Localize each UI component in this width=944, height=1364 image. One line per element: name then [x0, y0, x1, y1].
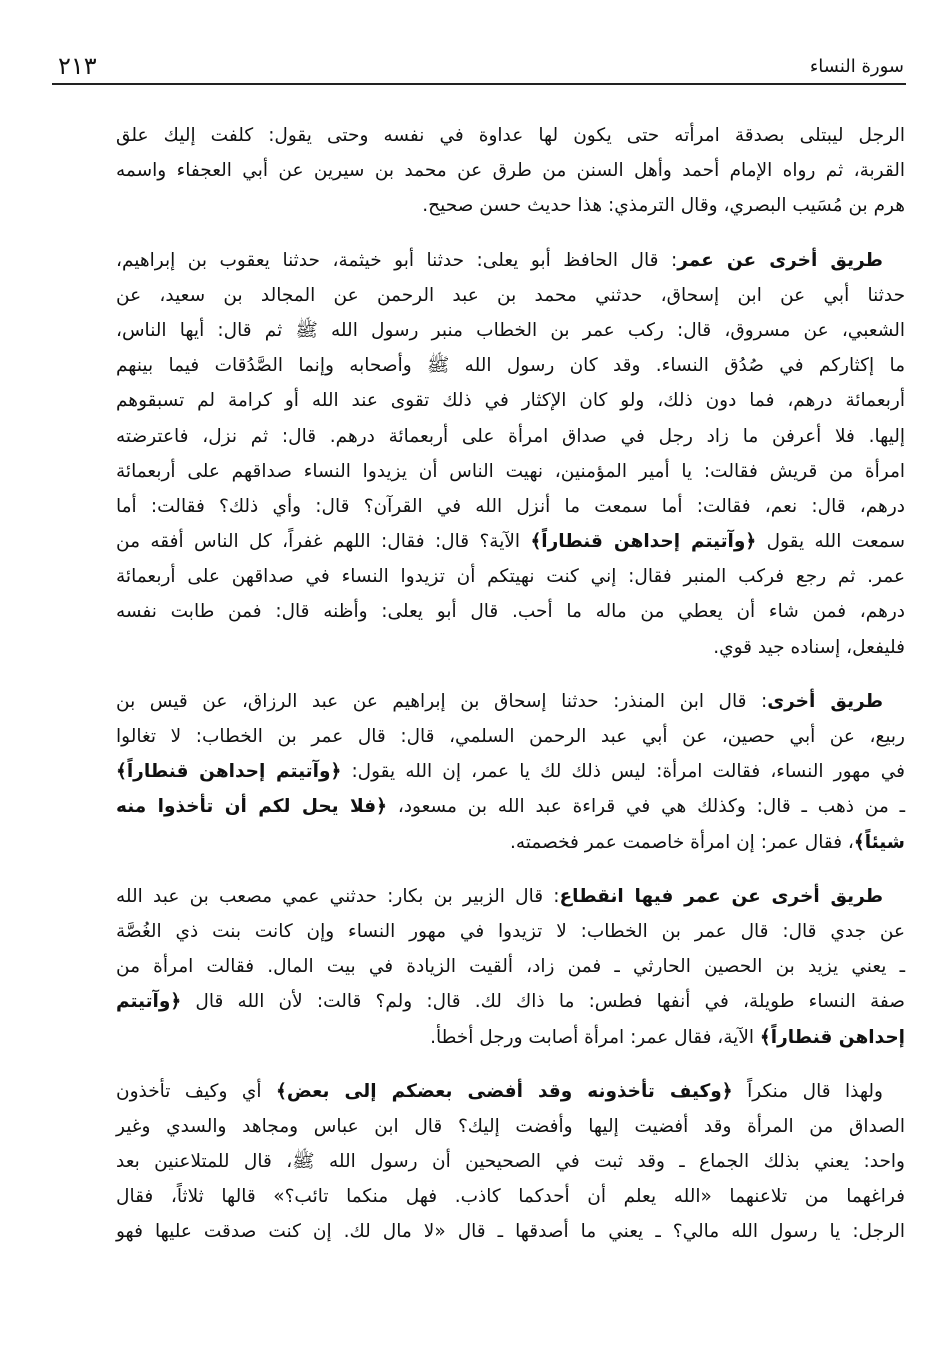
bold-text: ﴿وآتيتم: [116, 991, 182, 1013]
text-line: [116, 1020, 905, 1055]
text: حدثنا أبي عن ابن إسحاق، حدثني محمد بن عبد الرحمن عن المجالد بن سعيد، عن: [116, 284, 905, 306]
text-line: [116, 1144, 905, 1179]
text-line: [116, 278, 905, 313]
surah-title: سورة النساء: [809, 56, 904, 77]
text: : قال الحافظ أبو يعلى: حدثنا أبو خيثمة، حدثنا يعقوب بن إبراهيم،: [116, 249, 678, 271]
text: الشعبي، عن مسروق، قال: ركب عمر بن الخطاب منبر رسول الله ﷺ ثم قال: أيها الناس،: [116, 319, 905, 341]
text-line: [116, 684, 905, 719]
bold-text: ﴿فلا يحل لكم أن تأخذوا منه: [116, 796, 388, 818]
paragraph: [116, 118, 905, 224]
text-line: [116, 348, 905, 383]
text-line: [116, 1179, 905, 1214]
text: درهم، فمن شاء أن يعطي من ماله ما أحب. قال أبو يعلى: وأظنه قال: فمن طابت نفسه: [116, 601, 905, 623]
paragraph: [116, 879, 905, 1055]
text: الرجل ليبتلى بصدقة امرأته حتى يكون لها عداوة في نفسه وحتى يقول: كلفت إليك علق: [116, 125, 905, 146]
text: هرم بن مُسَيب البصري، وقال الترمذي: هذا حديث حسن صحيح.: [422, 195, 905, 217]
text: صفة النساء طويلة، في أنفها فطس: ما ذاك لك. قال: ولم؟ قالت: لأن الله قال: [181, 991, 905, 1013]
text: عن جدي قال: قال عمر بن الخطاب: لا تزيدوا في مهور النساء وإن كانت بنت ذي الغُصَّة: [116, 920, 905, 942]
text: الرجل: يا رسول الله مالي؟ ـ يعني ما أصدقها ـ قال «لا مال لك. إن كنت صدقت عليها فهو: [116, 1221, 905, 1243]
text: ، فقال عمر: إن امرأة خاصمت عمر فخصمته.: [510, 831, 854, 853]
paragraph: [116, 684, 905, 860]
text-line: [116, 454, 905, 489]
text-line: [116, 489, 905, 524]
text: سمعت الله يقول: [756, 531, 905, 553]
header-rule: [52, 83, 906, 85]
text-line: [116, 825, 905, 860]
text: واحد: يعني بذلك الجماع ـ وقد ثبت في الصحيحين أن رسول الله ﷺ، قال للمتلاعنين بعد: [116, 1151, 905, 1173]
paragraph: [116, 1074, 905, 1250]
text-line: [116, 879, 905, 914]
text-line: [116, 118, 905, 153]
text: ربيع، عن أبي حصين، عن أبي عبد الرحمن السلمي، قال: قال عمر بن الخطاب: لا تغالوا: [116, 726, 905, 747]
text: ولهذا قال منكراً: [732, 1080, 883, 1102]
page-number: ٢١٣: [58, 52, 97, 80]
running-header: [52, 52, 904, 84]
text: إليها. فلا أعرفن ما زاد رجل في صداق امرأة على أربعمائة درهم. قال: ثم نزل، فاعترضته: [116, 425, 905, 447]
text-line: [116, 914, 905, 949]
text-line: [116, 754, 905, 789]
text-line: [116, 1109, 905, 1144]
text-line: [116, 949, 905, 984]
text-line: [116, 789, 905, 824]
text: عمر. ثم رجع فركب المنبر فقال: إني كنت نهيتكم أن تزيدوا النساء في صداقهن على أربعمائة: [116, 566, 905, 588]
text-line: [116, 383, 905, 418]
text-line: [116, 243, 905, 278]
paragraph: [116, 243, 905, 665]
text-line: [116, 153, 905, 188]
bold-text: شيئاً﴾: [853, 831, 905, 853]
text: امرأة من قريش فقالت: يا أمير المؤمنين، نهيت الناس أن يزيدوا النساء صداقهم على أربعمائة: [116, 460, 905, 482]
text: ما إكثاركم في صُدُق النساء. وقد كان رسول الله ﷺ وأصحابه وإنما الصَّدُقات فيما بينهم: [116, 355, 905, 377]
text-line: [116, 313, 905, 348]
bold-text: ﴿وكيف تأخذونه وقد أفضى بعضكم إلى بعض﴾: [276, 1080, 733, 1102]
text-line: [116, 419, 905, 454]
text: القربة، ثم رواه الإمام أحمد وأهل السنن من طرق عن محمد بن سيرين عن أبي العجفاء واسمه: [116, 160, 905, 182]
text-line: [116, 984, 905, 1019]
text-line: [116, 188, 905, 223]
text-line: [116, 594, 905, 629]
text-line: [116, 524, 905, 559]
text: : قال ابن المنذر: حدثنا إسحاق بن إبراهيم عن عبد الرزاق، عن قيس بن: [116, 690, 768, 712]
text-line: [116, 559, 905, 594]
text: ـ من ذهب ـ قال: وكذلك هي في قراءة عبد الله بن مسعود،: [387, 796, 905, 818]
bold-text: طريق أخرى عن عمر: [677, 249, 883, 271]
text: الآية؟ قال: فقال: اللهم غفراً، كل الناس أفقه من: [116, 531, 531, 553]
text: درهم، قال: نعم، فقالت: أما سمعت ما أنزل الله في القرآن؟ قال: وأي ذلك؟ فقالت: أما: [116, 495, 905, 517]
text: : قال الزبير بن بكار: حدثني عمي مصعب بن عبد الله: [116, 885, 560, 907]
text: في مهور النساء، فقالت امرأة: ليس ذلك لك يا عمر، إن الله يقول:: [341, 761, 905, 783]
text-line: [116, 630, 905, 665]
text: الصداق من المرأة وقد أفضيت إليها وأفضت إليك؟ قال ابن عباس ومجاهد والسدي وغير: [116, 1115, 905, 1137]
text: أي وكيف تأخذون: [116, 1080, 277, 1102]
text: فراغهما من تلاعنهما «الله يعلم أن أحدكما كاذب. فهل منكما تائب؟» قالها ثلاثاً، فقال: [116, 1186, 905, 1208]
bold-text: ﴿وآتيتم إحداهن قنطاراً﴾: [530, 531, 757, 553]
text-line: [116, 1214, 905, 1249]
bold-text: إحداهن قنطاراً﴾: [759, 1026, 905, 1048]
text-line: [116, 719, 905, 754]
text-line: [116, 1074, 905, 1109]
bold-text: طريق أخرى عن عمر فيها انقطاع: [559, 885, 883, 907]
page-body: [116, 118, 905, 1269]
bold-text: ﴿وآتيتم إحداهن قنطاراً﴾: [116, 761, 342, 783]
text: فليفعل، إسناده جيد قوي.: [713, 636, 905, 658]
bold-text: طريق أخرى: [767, 690, 883, 712]
text: الآية، فقال عمر: امرأة أصابت ورجل أخطأ.: [430, 1026, 760, 1048]
text: أربعمائة درهم، فما دون ذلك، ولو كان الإكثار في ذلك تقوى عند الله أو كرامة لم تسبقوهم: [116, 390, 905, 412]
text: ـ يعني يزيد بن الحصين الحارثي ـ فمن زاد، ألقيت الزيادة في بيت المال. فقالت امرأة من: [116, 956, 905, 978]
